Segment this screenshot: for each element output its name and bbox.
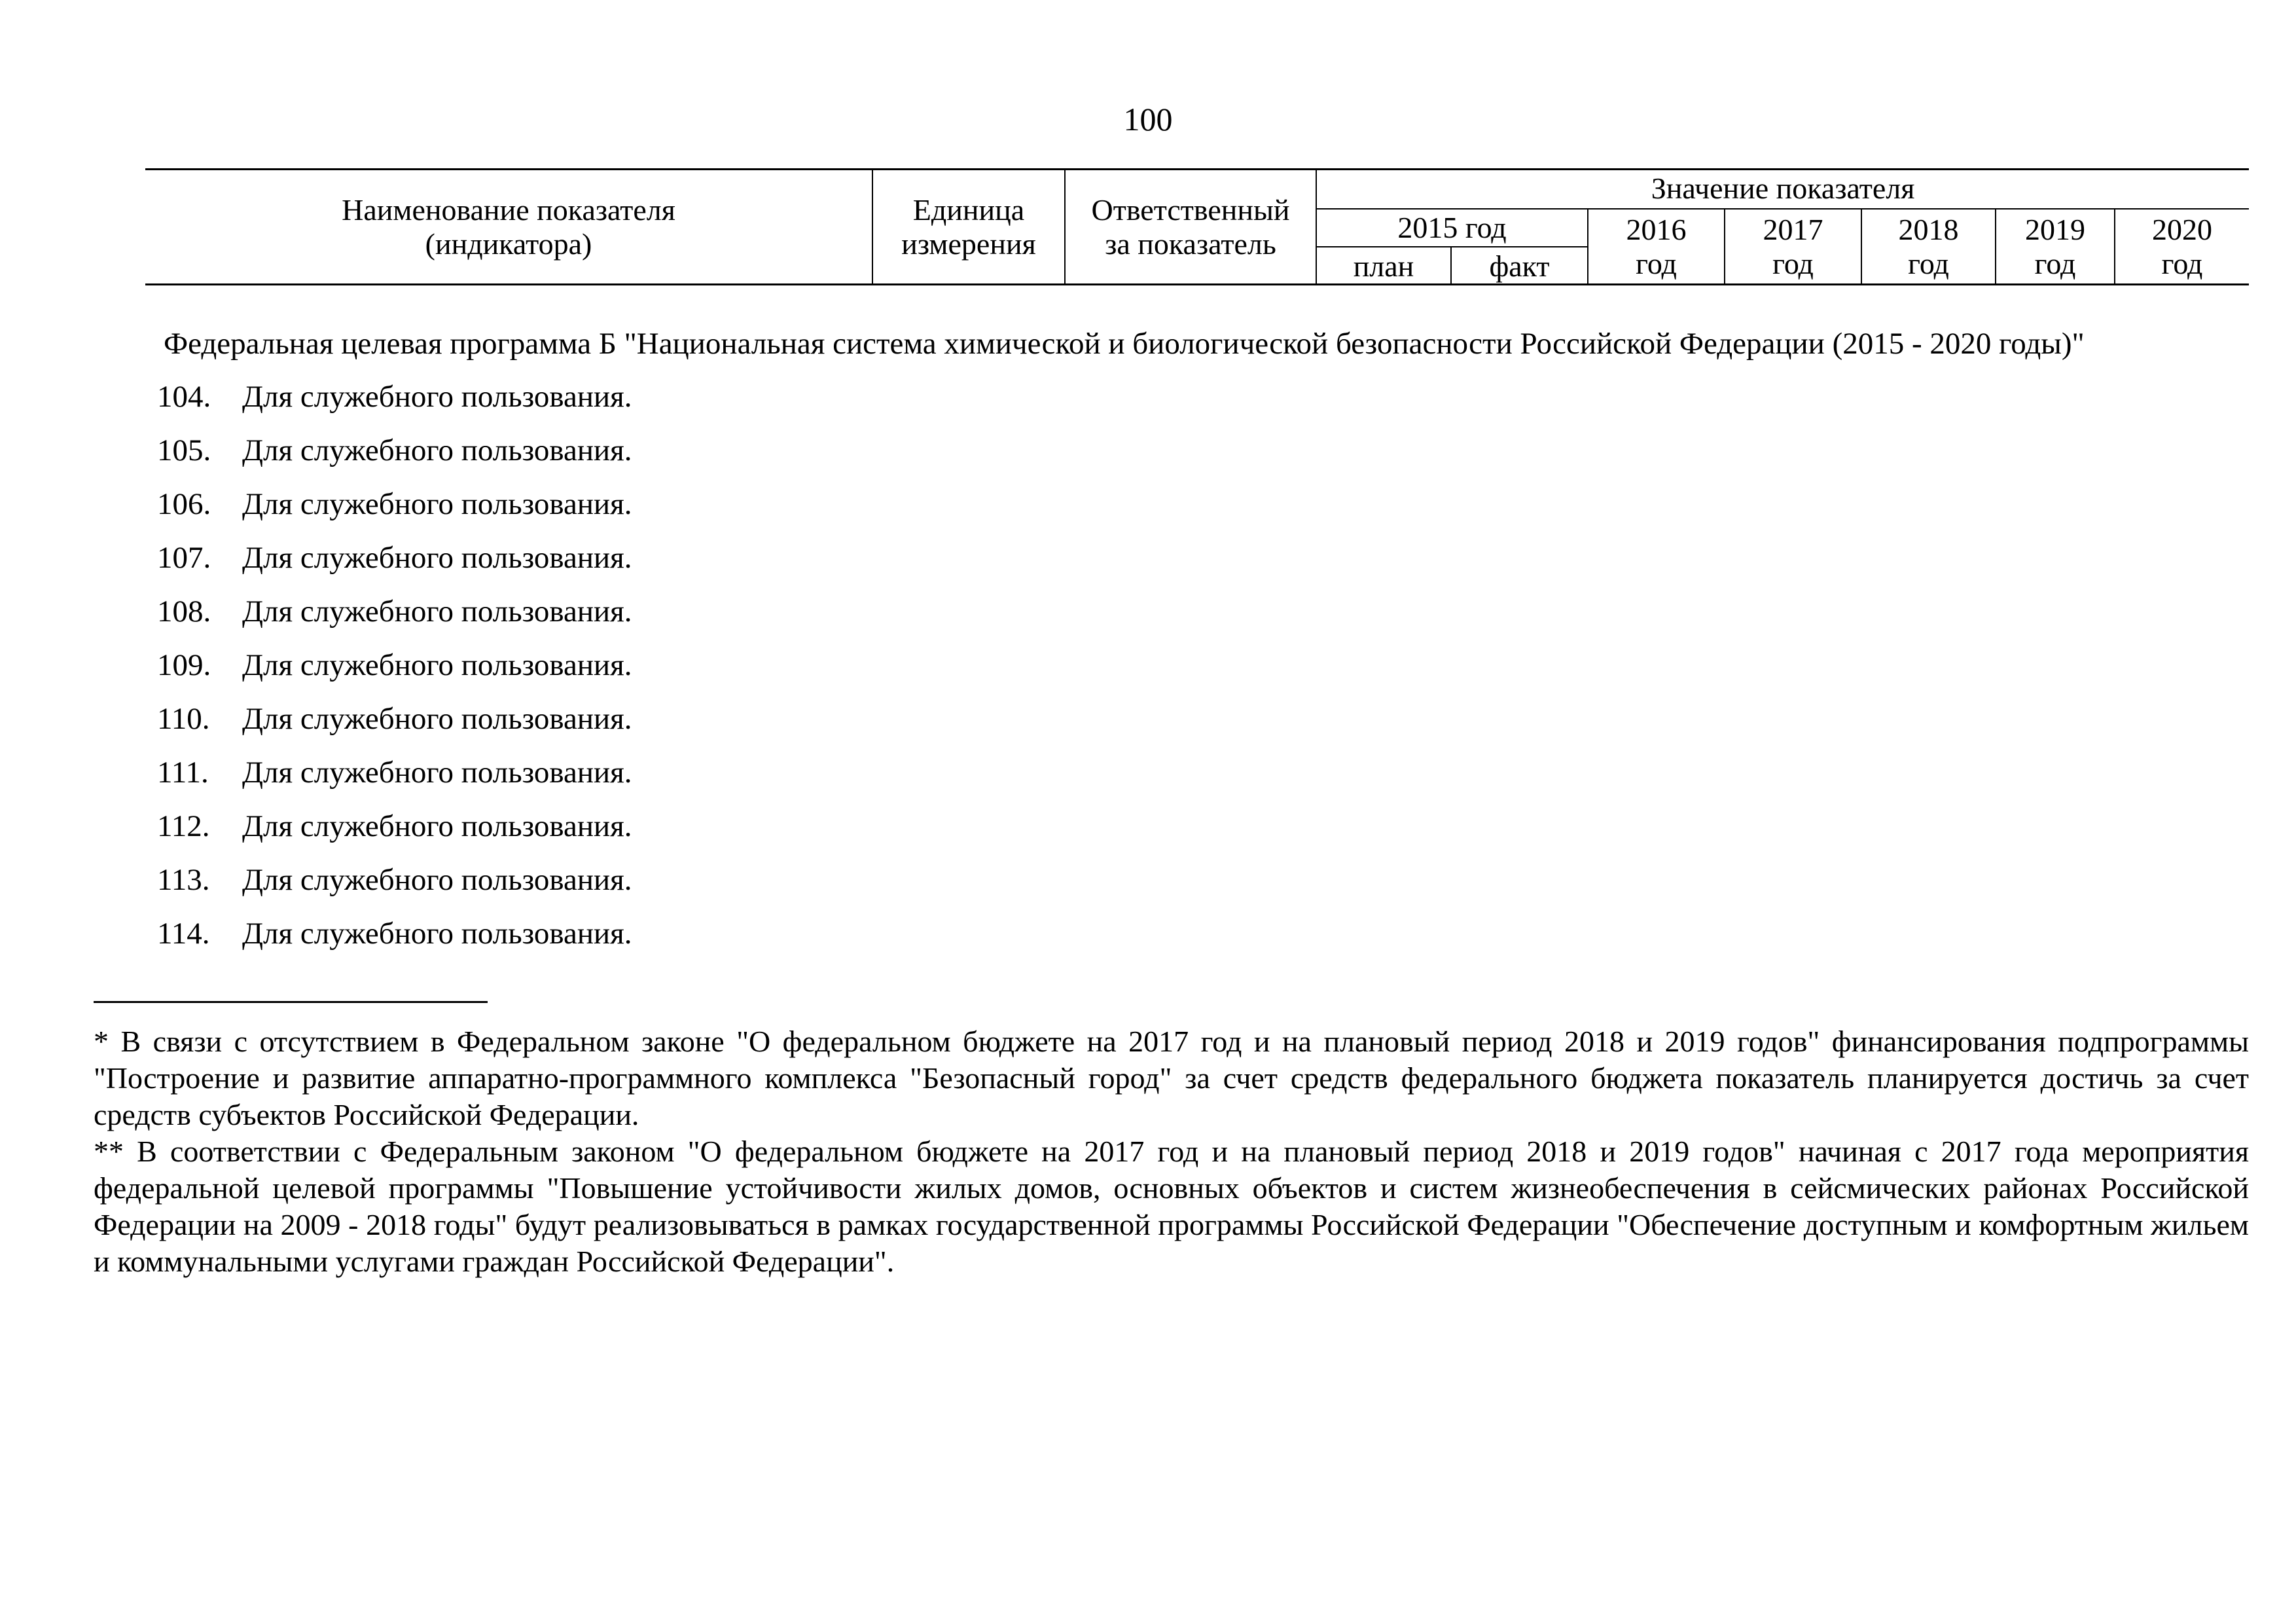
row-text: Для служебного пользования. (242, 380, 632, 414)
footnote-separator (94, 1001, 488, 1003)
row-number: 114. (157, 917, 210, 951)
header-unit-line1: Единица (912, 192, 1025, 227)
header-year-2017-number: 2017 (1763, 213, 1823, 247)
table-bottom-rule (145, 283, 2249, 285)
list-item (157, 915, 632, 969)
footnote-single-asterisk: * В связи с отсутствием в Федеральном законе "О федеральном бюджете на 2017 год и на плановый период 2018 и 2019 годов" финансирования подпрограммы "Построение и развитие аппаратно-программного комплекса "Безопасный город" за счет средств федерального бюджета показатель планируется достичь за счет средств субъектов Российской Федерации. (94, 1025, 2249, 1131)
row-number: 106. (157, 487, 211, 521)
header-responsible (1065, 169, 1316, 285)
row-text: Для служебного пользования. (242, 756, 632, 790)
header-year-2019 (1996, 209, 2115, 285)
header-year-2018-number: 2018 (1898, 213, 1959, 247)
row-text: Для служебного пользования. (242, 433, 632, 467)
page-number: 100 (1123, 101, 1173, 137)
row-number: 111. (157, 756, 209, 790)
header-year-2020 (2115, 209, 2249, 285)
header-2015-plan: план (1316, 247, 1451, 285)
row-number: 104. (157, 380, 211, 414)
list-item (157, 378, 632, 432)
row-text: Для служебного пользования. (242, 863, 632, 897)
row-number: 112. (157, 809, 210, 843)
row-number: 107. (157, 541, 211, 575)
header-year-2015: 2015 год (1316, 209, 1588, 247)
row-number: 109. (157, 648, 211, 682)
list-item (157, 754, 632, 808)
footnotes (94, 1023, 2249, 1280)
indicator-list (157, 378, 632, 969)
row-number: 105. (157, 433, 211, 467)
row-text: Для служебного пользования. (242, 702, 632, 736)
header-year-2016-number: 2016 (1626, 213, 1687, 247)
header-year-2019-word: год (2034, 247, 2076, 281)
row-number: 110. (157, 702, 210, 736)
list-item (157, 808, 632, 862)
header-year-2020-word: год (2161, 247, 2203, 281)
header-year-2019-number: 2019 (2025, 213, 2085, 247)
list-item (157, 647, 632, 701)
row-text: Для служебного пользования. (242, 648, 632, 682)
row-text: Для служебного пользования. (242, 917, 632, 951)
header-indicator-name-line1: Наименование показателя (342, 192, 675, 227)
row-text: Для служебного пользования. (242, 541, 632, 575)
header-year-2016-word: год (1636, 247, 1677, 281)
header-unit-line2: измерения (901, 227, 1036, 261)
row-text: Для служебного пользования. (242, 594, 632, 629)
header-values-title: Значение показателя (1316, 169, 2249, 209)
header-responsible-line1: Ответственный (1091, 192, 1290, 227)
row-number: 108. (157, 594, 211, 629)
header-year-2017 (1725, 209, 1861, 285)
header-year-2020-number: 2020 (2152, 213, 2213, 247)
header-year-2018-word: год (1908, 247, 1949, 281)
row-text: Для служебного пользования. (242, 809, 632, 843)
header-year-2016 (1588, 209, 1725, 285)
list-item (157, 432, 632, 486)
header-responsible-line2: за показатель (1105, 227, 1276, 261)
program-title: Федеральная целевая программа Б "Национальная система химической и биологической безопасности Российской Федерации (2015 - 2020 годы)" (164, 327, 2085, 361)
row-number: 113. (157, 863, 210, 897)
list-item (157, 862, 632, 915)
header-unit (872, 169, 1065, 285)
list-item (157, 539, 632, 593)
row-text: Для служебного пользования. (242, 487, 632, 521)
header-year-2017-word: год (1772, 247, 1814, 281)
list-item (157, 701, 632, 754)
header-indicator-name (145, 169, 872, 285)
list-item (157, 593, 632, 647)
header-year-2018 (1861, 209, 1996, 285)
header-indicator-name-line2: (индикатора) (425, 227, 592, 261)
header-2015-fact: факт (1451, 247, 1588, 285)
list-item (157, 486, 632, 539)
indicator-table-header (145, 169, 2249, 285)
footnote-double-asterisk: ** В соответствии с Федеральным законом "О федеральном бюджете на 2017 год и на плановый период 2018 и 2019 годов" начиная с 2017 года мероприятия федеральной целевой программы "Повышение устойчивости жилых домов, основных объектов и систем жизнеобеспечения в сейсмических районах Российской Федерации на 2009 - 2018 годы" будут реализовываться в рамках государственной программы Российской Федерации "Обеспечение доступным и комфортным жильем и коммунальными услугами граждан Российской Федерации". (94, 1135, 2249, 1278)
